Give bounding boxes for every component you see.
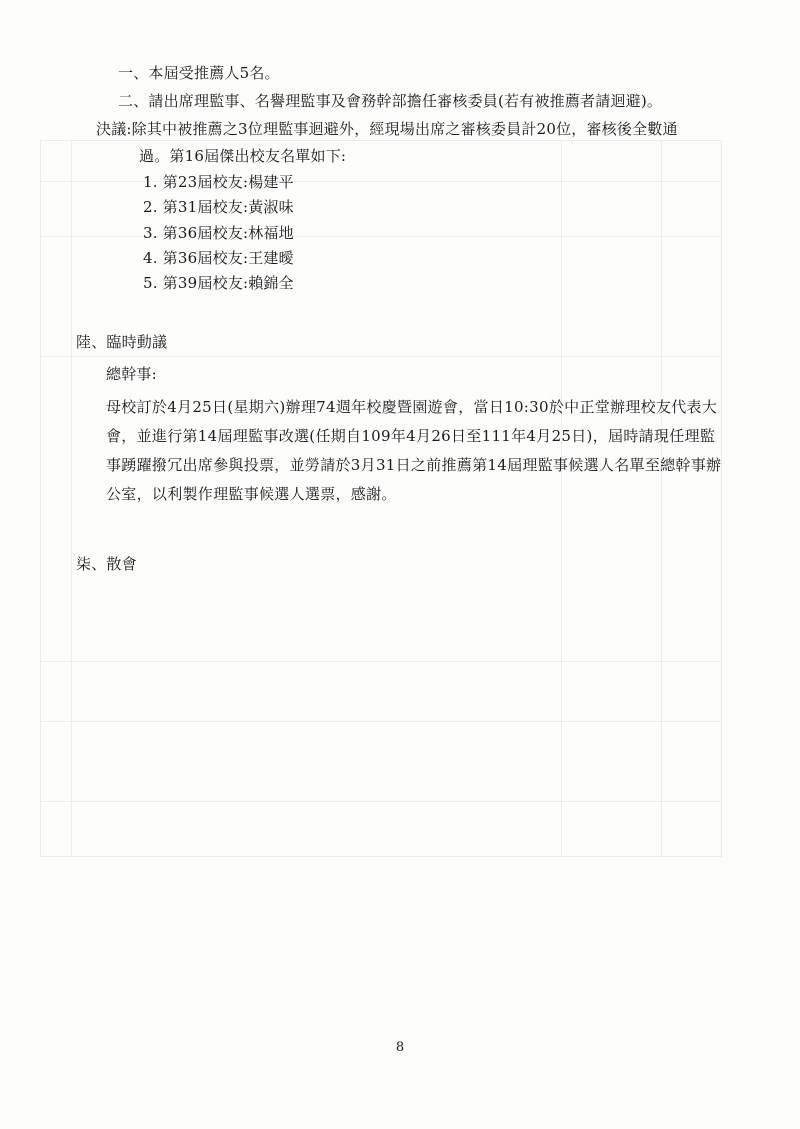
section-heading-extempore-motions: 陸、臨時動議 bbox=[76, 333, 168, 351]
honoree-item: 5. 第39屆校友:賴錦全 bbox=[143, 274, 294, 292]
agenda-item-2: 二、請出席理監事、名譽理監事及會務幹部擔任審核委員(若有被推薦者請迴避)。 bbox=[118, 92, 663, 110]
honoree-item: 4. 第36屆校友:王建曖 bbox=[143, 249, 294, 267]
honoree-item: 1. 第23屆校友:楊建平 bbox=[143, 173, 294, 191]
resolution-line-2: 過。第16屆傑出校友名單如下: bbox=[139, 147, 347, 165]
agenda-item-1: 一、本屆受推薦人5名。 bbox=[118, 64, 280, 82]
resolution-line-1: 決議:除其中被推薦之3位理監事迴避外，經現場出席之審核委員計20位，審核後全數通 bbox=[96, 120, 678, 138]
speaker-label: 總幹事: bbox=[106, 365, 157, 383]
honoree-item: 3. 第36屆校友:林福地 bbox=[143, 224, 294, 242]
honoree-item: 2. 第31屆校友:黃淑味 bbox=[143, 198, 294, 216]
motion-paragraph: 母校訂於4月25日(星期六)辦理74週年校慶暨園遊會，當日10:30於中正堂辦理校友代表大會，並進行第14屆理監事改選(任期自109年4月26日至111年4月25日)，屆時請現任理監事踴躍撥冗出席參與投票，並勞請於3月31日之前推薦第14屆理監事候選人名單至總幹事辦公室，以利製作理監事候選人選票，感謝。 bbox=[106, 398, 722, 503]
section-heading-adjournment: 柒、散會 bbox=[76, 555, 137, 573]
page-number: 8 bbox=[395, 1040, 405, 1055]
